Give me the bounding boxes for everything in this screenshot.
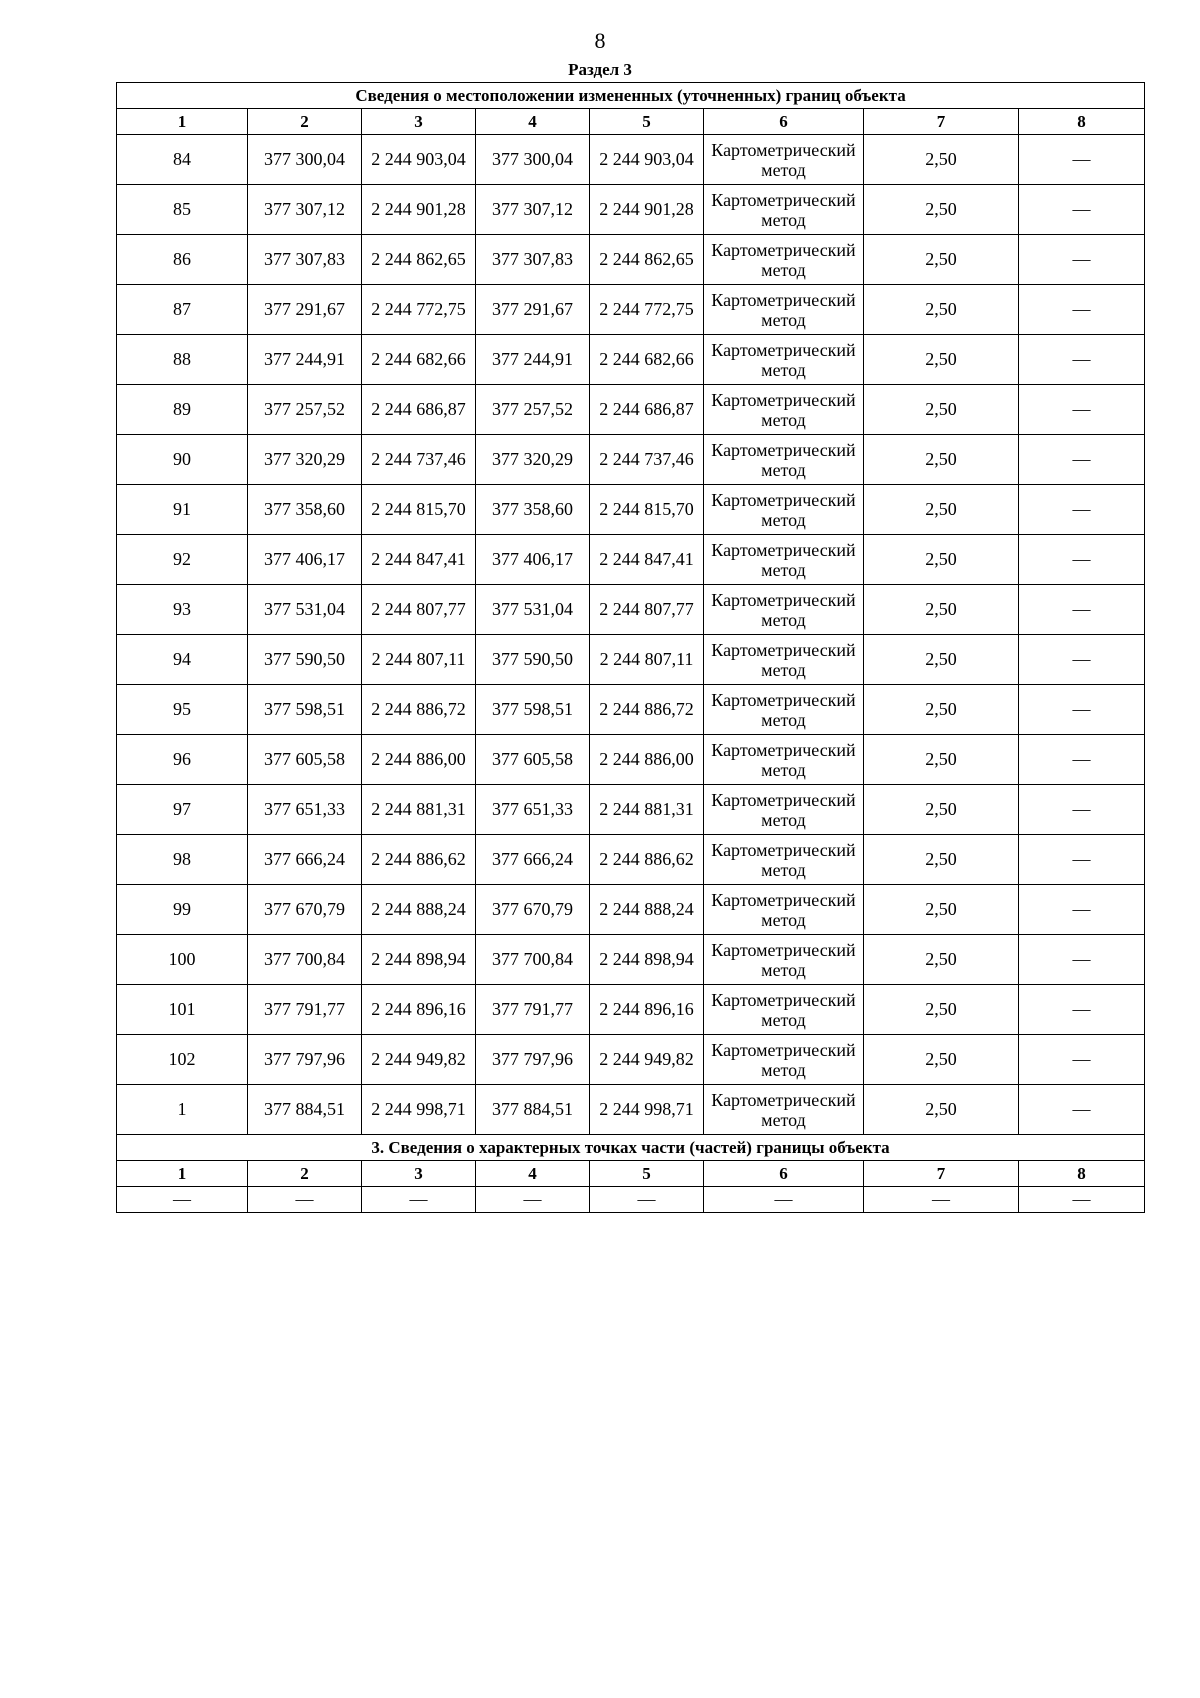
x-new-cell: 377 307,12: [476, 185, 590, 235]
parts-table-row: [117, 1187, 1145, 1213]
column-header: 2: [248, 1161, 362, 1187]
table-row: [117, 1085, 1145, 1135]
method-cell: Картометрический метод: [704, 385, 864, 435]
parts-cell: —: [362, 1187, 476, 1213]
description-cell: —: [1019, 485, 1145, 535]
point-number-cell: 91: [117, 485, 248, 535]
table-row: [117, 185, 1145, 235]
y-existing-cell: 2 244 896,16: [362, 985, 476, 1035]
description-cell: —: [1019, 1085, 1145, 1135]
table-row: [117, 385, 1145, 435]
point-number-cell: 85: [117, 185, 248, 235]
point-number-cell: 90: [117, 435, 248, 485]
section-title: Раздел 3: [568, 60, 632, 79]
x-new-cell: 377 884,51: [476, 1085, 590, 1135]
column-header: 4: [476, 1161, 590, 1187]
table-row: [117, 985, 1145, 1035]
y-existing-cell: 2 244 886,00: [362, 735, 476, 785]
x-existing-cell: 377 670,79: [248, 885, 362, 935]
description-cell: —: [1019, 535, 1145, 585]
column-header: 4: [476, 109, 590, 135]
x-existing-cell: 377 291,67: [248, 285, 362, 335]
x-existing-cell: 377 605,58: [248, 735, 362, 785]
point-number-cell: 86: [117, 235, 248, 285]
x-existing-cell: 377 320,29: [248, 435, 362, 485]
table-row: [117, 585, 1145, 635]
x-new-cell: 377 670,79: [476, 885, 590, 935]
method-cell: Картометрический метод: [704, 335, 864, 385]
accuracy-cell: 2,50: [864, 1085, 1019, 1135]
parts-section-title: 3. Сведения о характерных точках части (частей) границы объекта: [117, 1135, 1145, 1161]
y-existing-cell: 2 244 881,31: [362, 785, 476, 835]
accuracy-cell: 2,50: [864, 635, 1019, 685]
description-cell: —: [1019, 335, 1145, 385]
method-cell: Картометрический метод: [704, 185, 864, 235]
parts-column-header-row: [117, 1161, 1145, 1187]
accuracy-cell: 2,50: [864, 1035, 1019, 1085]
y-new-cell: 2 244 815,70: [590, 485, 704, 535]
parts-cell: —: [1019, 1187, 1145, 1213]
y-existing-cell: 2 244 898,94: [362, 935, 476, 985]
y-new-cell: 2 244 901,28: [590, 185, 704, 235]
y-new-cell: 2 244 886,62: [590, 835, 704, 885]
method-cell: Картометрический метод: [704, 285, 864, 335]
x-existing-cell: 377 884,51: [248, 1085, 362, 1135]
x-new-cell: 377 797,96: [476, 1035, 590, 1085]
description-cell: —: [1019, 985, 1145, 1035]
x-new-cell: 377 300,04: [476, 135, 590, 185]
x-new-cell: 377 307,83: [476, 235, 590, 285]
parts-cell: —: [248, 1187, 362, 1213]
y-new-cell: 2 244 896,16: [590, 985, 704, 1035]
x-new-cell: 377 791,77: [476, 985, 590, 1035]
column-header: 6: [704, 1161, 864, 1187]
x-new-cell: 377 257,52: [476, 385, 590, 435]
x-existing-cell: 377 598,51: [248, 685, 362, 735]
column-header: 5: [590, 1161, 704, 1187]
table-row: [117, 135, 1145, 185]
point-number-cell: 95: [117, 685, 248, 735]
y-new-cell: 2 244 881,31: [590, 785, 704, 835]
x-new-cell: 377 598,51: [476, 685, 590, 735]
x-existing-cell: 377 651,33: [248, 785, 362, 835]
y-existing-cell: 2 244 888,24: [362, 885, 476, 935]
x-new-cell: 377 700,84: [476, 935, 590, 985]
method-cell: Картометрический метод: [704, 885, 864, 935]
method-cell: Картометрический метод: [704, 685, 864, 735]
description-cell: —: [1019, 635, 1145, 685]
accuracy-cell: 2,50: [864, 235, 1019, 285]
method-cell: Картометрический метод: [704, 785, 864, 835]
accuracy-cell: 2,50: [864, 735, 1019, 785]
column-header: 8: [1019, 1161, 1145, 1187]
x-existing-cell: 377 791,77: [248, 985, 362, 1035]
accuracy-cell: 2,50: [864, 885, 1019, 935]
column-header: 3: [362, 109, 476, 135]
method-cell: Картометрический метод: [704, 235, 864, 285]
table-row: [117, 1035, 1145, 1085]
x-new-cell: 377 244,91: [476, 335, 590, 385]
accuracy-cell: 2,50: [864, 135, 1019, 185]
table-row: [117, 835, 1145, 885]
description-cell: —: [1019, 785, 1145, 835]
table-row: [117, 735, 1145, 785]
column-header-row: [117, 109, 1145, 135]
y-new-cell: 2 244 898,94: [590, 935, 704, 985]
y-existing-cell: 2 244 772,75: [362, 285, 476, 335]
x-existing-cell: 377 590,50: [248, 635, 362, 685]
y-new-cell: 2 244 737,46: [590, 435, 704, 485]
point-number-cell: 93: [117, 585, 248, 635]
x-existing-cell: 377 531,04: [248, 585, 362, 635]
x-existing-cell: 377 300,04: [248, 135, 362, 185]
description-cell: —: [1019, 835, 1145, 885]
table-row: [117, 235, 1145, 285]
column-header: 8: [1019, 109, 1145, 135]
point-number-cell: 100: [117, 935, 248, 985]
method-cell: Картометрический метод: [704, 835, 864, 885]
description-cell: —: [1019, 935, 1145, 985]
parts-cell: —: [476, 1187, 590, 1213]
y-existing-cell: 2 244 807,77: [362, 585, 476, 635]
y-new-cell: 2 244 886,00: [590, 735, 704, 785]
y-new-cell: 2 244 886,72: [590, 685, 704, 735]
y-existing-cell: 2 244 807,11: [362, 635, 476, 685]
description-cell: —: [1019, 885, 1145, 935]
y-existing-cell: 2 244 998,71: [362, 1085, 476, 1135]
page-number: 8: [594, 28, 606, 53]
y-new-cell: 2 244 862,65: [590, 235, 704, 285]
accuracy-cell: 2,50: [864, 485, 1019, 535]
accuracy-cell: 2,50: [864, 285, 1019, 335]
table-title: Сведения о местоположении измененных (уточненных) границ объекта: [117, 83, 1145, 109]
x-new-cell: 377 605,58: [476, 735, 590, 785]
method-cell: Картометрический метод: [704, 435, 864, 485]
table-row: [117, 285, 1145, 335]
x-new-cell: 377 291,67: [476, 285, 590, 335]
accuracy-cell: 2,50: [864, 435, 1019, 485]
x-existing-cell: 377 358,60: [248, 485, 362, 535]
x-existing-cell: 377 700,84: [248, 935, 362, 985]
y-new-cell: 2 244 686,87: [590, 385, 704, 435]
y-existing-cell: 2 244 903,04: [362, 135, 476, 185]
method-cell: Картометрический метод: [704, 935, 864, 985]
table-row: [117, 935, 1145, 985]
x-new-cell: 377 590,50: [476, 635, 590, 685]
y-existing-cell: 2 244 737,46: [362, 435, 476, 485]
accuracy-cell: 2,50: [864, 185, 1019, 235]
x-existing-cell: 377 244,91: [248, 335, 362, 385]
point-number-cell: 96: [117, 735, 248, 785]
x-existing-cell: 377 257,52: [248, 385, 362, 435]
accuracy-cell: 2,50: [864, 985, 1019, 1035]
y-new-cell: 2 244 949,82: [590, 1035, 704, 1085]
table-row: [117, 535, 1145, 585]
method-cell: Картометрический метод: [704, 985, 864, 1035]
y-new-cell: 2 244 807,77: [590, 585, 704, 635]
description-cell: —: [1019, 585, 1145, 635]
method-cell: Картометрический метод: [704, 635, 864, 685]
description-cell: —: [1019, 735, 1145, 785]
method-cell: Картометрический метод: [704, 135, 864, 185]
description-cell: —: [1019, 285, 1145, 335]
accuracy-cell: 2,50: [864, 535, 1019, 585]
method-cell: Картометрический метод: [704, 735, 864, 785]
column-header: 5: [590, 109, 704, 135]
column-header: 6: [704, 109, 864, 135]
point-number-cell: 84: [117, 135, 248, 185]
method-cell: Картометрический метод: [704, 485, 864, 535]
parts-cell: —: [117, 1187, 248, 1213]
column-header: 2: [248, 109, 362, 135]
table-row: [117, 635, 1145, 685]
method-cell: Картометрический метод: [704, 1085, 864, 1135]
point-number-cell: 92: [117, 535, 248, 585]
table-row: [117, 785, 1145, 835]
x-existing-cell: 377 666,24: [248, 835, 362, 885]
x-existing-cell: 377 307,83: [248, 235, 362, 285]
accuracy-cell: 2,50: [864, 835, 1019, 885]
x-new-cell: 377 666,24: [476, 835, 590, 885]
point-number-cell: 97: [117, 785, 248, 835]
y-new-cell: 2 244 888,24: [590, 885, 704, 935]
accuracy-cell: 2,50: [864, 935, 1019, 985]
y-existing-cell: 2 244 949,82: [362, 1035, 476, 1085]
point-number-cell: 1: [117, 1085, 248, 1135]
parts-cell: —: [704, 1187, 864, 1213]
x-existing-cell: 377 797,96: [248, 1035, 362, 1085]
x-new-cell: 377 406,17: [476, 535, 590, 585]
x-new-cell: 377 320,29: [476, 435, 590, 485]
y-existing-cell: 2 244 901,28: [362, 185, 476, 235]
point-number-cell: 101: [117, 985, 248, 1035]
column-header: 1: [117, 1161, 248, 1187]
description-cell: —: [1019, 685, 1145, 735]
parts-cell: —: [590, 1187, 704, 1213]
y-new-cell: 2 244 682,66: [590, 335, 704, 385]
description-cell: —: [1019, 385, 1145, 435]
description-cell: —: [1019, 235, 1145, 285]
boundary-points-table: [116, 82, 1145, 1213]
method-cell: Картометрический метод: [704, 585, 864, 635]
point-number-cell: 88: [117, 335, 248, 385]
point-number-cell: 102: [117, 1035, 248, 1085]
x-new-cell: 377 358,60: [476, 485, 590, 535]
description-cell: —: [1019, 185, 1145, 235]
column-header: 7: [864, 109, 1019, 135]
description-cell: —: [1019, 135, 1145, 185]
accuracy-cell: 2,50: [864, 585, 1019, 635]
y-existing-cell: 2 244 815,70: [362, 485, 476, 535]
table-row: [117, 485, 1145, 535]
y-new-cell: 2 244 998,71: [590, 1085, 704, 1135]
accuracy-cell: 2,50: [864, 685, 1019, 735]
point-number-cell: 99: [117, 885, 248, 935]
y-new-cell: 2 244 847,41: [590, 535, 704, 585]
accuracy-cell: 2,50: [864, 385, 1019, 435]
y-new-cell: 2 244 807,11: [590, 635, 704, 685]
y-new-cell: 2 244 903,04: [590, 135, 704, 185]
column-header: 3: [362, 1161, 476, 1187]
table-row: [117, 885, 1145, 935]
y-existing-cell: 2 244 686,87: [362, 385, 476, 435]
point-number-cell: 87: [117, 285, 248, 335]
x-new-cell: 377 531,04: [476, 585, 590, 635]
table-row: [117, 435, 1145, 485]
y-existing-cell: 2 244 847,41: [362, 535, 476, 585]
point-number-cell: 94: [117, 635, 248, 685]
description-cell: —: [1019, 1035, 1145, 1085]
column-header: 1: [117, 109, 248, 135]
point-number-cell: 98: [117, 835, 248, 885]
x-new-cell: 377 651,33: [476, 785, 590, 835]
accuracy-cell: 2,50: [864, 785, 1019, 835]
table-row: [117, 335, 1145, 385]
method-cell: Картометрический метод: [704, 535, 864, 585]
accuracy-cell: 2,50: [864, 335, 1019, 385]
column-header: 7: [864, 1161, 1019, 1187]
y-new-cell: 2 244 772,75: [590, 285, 704, 335]
y-existing-cell: 2 244 886,72: [362, 685, 476, 735]
parts-cell: —: [864, 1187, 1019, 1213]
description-cell: —: [1019, 435, 1145, 485]
y-existing-cell: 2 244 862,65: [362, 235, 476, 285]
y-existing-cell: 2 244 886,62: [362, 835, 476, 885]
method-cell: Картометрический метод: [704, 1035, 864, 1085]
point-number-cell: 89: [117, 385, 248, 435]
x-existing-cell: 377 307,12: [248, 185, 362, 235]
x-existing-cell: 377 406,17: [248, 535, 362, 585]
y-existing-cell: 2 244 682,66: [362, 335, 476, 385]
table-row: [117, 685, 1145, 735]
